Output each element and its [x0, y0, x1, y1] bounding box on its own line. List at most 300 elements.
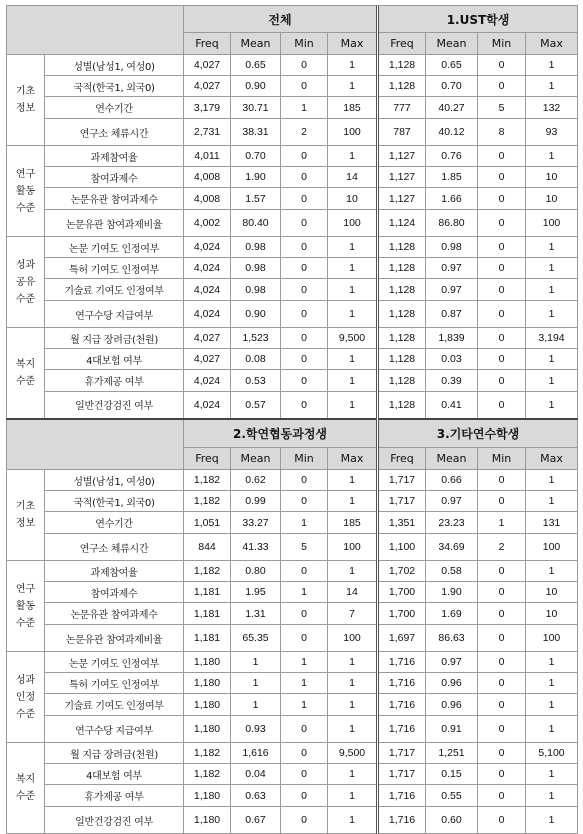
table-row	[7, 392, 578, 419]
value-cell: 1,182	[184, 491, 231, 512]
value-cell: 0	[478, 716, 526, 743]
value-cell: 1,100	[378, 534, 426, 561]
value-cell: 0	[478, 470, 526, 491]
value-cell: 1	[231, 673, 281, 694]
value-cell: 0	[478, 673, 526, 694]
table-row	[7, 470, 578, 491]
value-cell: 65.35	[231, 625, 281, 652]
value-cell: 1	[478, 512, 526, 534]
category-label: 복지 수준	[7, 743, 45, 834]
value-cell: 1	[526, 279, 578, 301]
value-cell: 1.31	[231, 603, 281, 625]
value-cell: 10	[328, 188, 378, 210]
value-cell: 1,128	[378, 258, 426, 279]
value-cell: 1,839	[426, 328, 478, 349]
value-cell: 1	[281, 512, 328, 534]
value-cell: 14	[328, 167, 378, 188]
value-cell: 0.60	[426, 807, 478, 834]
row-label: 연수기간	[45, 512, 184, 534]
value-cell: 100	[328, 119, 378, 146]
value-cell: 1	[526, 258, 578, 279]
value-cell: 1	[328, 349, 378, 370]
value-cell: 1	[281, 97, 328, 119]
value-cell: 1,716	[378, 785, 426, 807]
value-cell: 0	[478, 237, 526, 258]
table-row	[7, 279, 578, 301]
row-label: 특허 기여도 인정여부	[45, 673, 184, 694]
table-row	[7, 694, 578, 716]
value-cell: 1,182	[184, 470, 231, 491]
value-cell: 4,008	[184, 188, 231, 210]
value-cell: 0	[478, 625, 526, 652]
value-cell: 185	[328, 97, 378, 119]
value-cell: 0.98	[231, 258, 281, 279]
value-cell: 0.87	[426, 301, 478, 328]
value-cell: 0.99	[231, 491, 281, 512]
value-cell: 0.90	[231, 76, 281, 97]
table-row	[7, 582, 578, 603]
value-cell: 1	[526, 55, 578, 76]
value-cell: 1	[526, 470, 578, 491]
column-header: Mean	[231, 33, 281, 55]
value-cell: 86.63	[426, 625, 478, 652]
row-label: 휴가제공 여부	[45, 370, 184, 392]
value-cell: 1	[328, 694, 378, 716]
value-cell: 1	[526, 76, 578, 97]
value-cell: 1,181	[184, 582, 231, 603]
value-cell: 0	[478, 491, 526, 512]
column-header: Mean	[231, 448, 281, 470]
column-header: Mean	[426, 33, 478, 55]
value-cell: 1	[328, 279, 378, 301]
value-cell: 100	[328, 625, 378, 652]
value-cell: 1	[328, 146, 378, 167]
value-cell: 0	[281, 764, 328, 785]
row-label: 논문유관 참여과제비율	[45, 210, 184, 237]
value-cell: 0	[478, 188, 526, 210]
table-row	[7, 491, 578, 512]
value-cell: 0	[478, 785, 526, 807]
value-cell: 844	[184, 534, 231, 561]
value-cell: 1,128	[378, 279, 426, 301]
table-row	[7, 673, 578, 694]
value-cell: 0.65	[426, 55, 478, 76]
value-cell: 0.90	[231, 301, 281, 328]
value-cell: 1,251	[426, 743, 478, 764]
value-cell: 0.91	[426, 716, 478, 743]
value-cell: 1	[526, 301, 578, 328]
value-cell: 1.69	[426, 603, 478, 625]
column-header: Min	[478, 448, 526, 470]
value-cell: 40.12	[426, 119, 478, 146]
category-label: 복지 수준	[7, 328, 45, 419]
value-cell: 1	[526, 764, 578, 785]
value-cell: 1,128	[378, 301, 426, 328]
value-cell: 0.55	[426, 785, 478, 807]
table-row	[7, 210, 578, 237]
value-cell: 787	[378, 119, 426, 146]
row-label: 연구소 체류시간	[45, 119, 184, 146]
value-cell: 0	[281, 328, 328, 349]
table-row	[7, 370, 578, 392]
column-header: Mean	[426, 448, 478, 470]
group-header: 전체	[184, 6, 378, 33]
value-cell: 0	[281, 279, 328, 301]
value-cell: 1	[231, 694, 281, 716]
column-header: Max	[526, 33, 578, 55]
row-label: 4대보험 여부	[45, 764, 184, 785]
value-cell: 0.70	[426, 76, 478, 97]
value-cell: 1	[328, 673, 378, 694]
table-row	[7, 716, 578, 743]
row-label: 성별(남성1, 여성0)	[45, 470, 184, 491]
value-cell: 100	[526, 534, 578, 561]
value-cell: 1,181	[184, 625, 231, 652]
table-row	[7, 237, 578, 258]
row-label: 논문유관 참여과제비율	[45, 625, 184, 652]
value-cell: 1	[526, 349, 578, 370]
value-cell: 1,180	[184, 716, 231, 743]
table-row	[7, 97, 578, 119]
value-cell: 1	[526, 491, 578, 512]
row-label: 참여과제수	[45, 582, 184, 603]
value-cell: 4,027	[184, 349, 231, 370]
value-cell: 1,182	[184, 764, 231, 785]
value-cell: 0	[281, 716, 328, 743]
column-header: Max	[328, 33, 378, 55]
value-cell: 0	[478, 582, 526, 603]
table-row	[7, 76, 578, 97]
value-cell: 4,024	[184, 279, 231, 301]
value-cell: 0	[281, 76, 328, 97]
table-row	[7, 146, 578, 167]
category-label: 연구 활동 수준	[7, 561, 45, 652]
value-cell: 1	[526, 370, 578, 392]
value-cell: 34.69	[426, 534, 478, 561]
row-label: 참여과제수	[45, 167, 184, 188]
value-cell: 3,179	[184, 97, 231, 119]
group-header: 2.학연협동과정생	[184, 419, 378, 448]
value-cell: 0	[478, 279, 526, 301]
row-label: 일반건강검진 여부	[45, 392, 184, 419]
value-cell: 0.97	[426, 491, 478, 512]
value-cell: 1,128	[378, 349, 426, 370]
value-cell: 0	[478, 652, 526, 673]
value-cell: 0	[281, 146, 328, 167]
value-cell: 0.70	[231, 146, 281, 167]
value-cell: 0.57	[231, 392, 281, 419]
row-label: 성별(남성1, 여성0)	[45, 55, 184, 76]
value-cell: 0.80	[231, 561, 281, 582]
table-row	[7, 625, 578, 652]
value-cell: 1.95	[231, 582, 281, 603]
value-cell: 4,024	[184, 301, 231, 328]
value-cell: 0	[281, 188, 328, 210]
value-cell: 40.27	[426, 97, 478, 119]
value-cell: 80.40	[231, 210, 281, 237]
value-cell: 1,128	[378, 392, 426, 419]
table-row	[7, 119, 578, 146]
value-cell: 1	[328, 807, 378, 834]
value-cell: 1,181	[184, 603, 231, 625]
row-label: 과제참여율	[45, 146, 184, 167]
value-cell: 0	[281, 785, 328, 807]
row-label: 기술료 기여도 인정여부	[45, 279, 184, 301]
row-label: 특허 기여도 인정여부	[45, 258, 184, 279]
value-cell: 23.23	[426, 512, 478, 534]
row-label: 월 지급 장려금(천원)	[45, 743, 184, 764]
table-row	[7, 652, 578, 673]
group-header-row	[7, 419, 578, 448]
value-cell: 1,180	[184, 673, 231, 694]
column-header: Freq	[378, 448, 426, 470]
value-cell: 86.80	[426, 210, 478, 237]
value-cell: 1.66	[426, 188, 478, 210]
value-cell: 1,717	[378, 491, 426, 512]
value-cell: 0	[478, 167, 526, 188]
table-row	[7, 512, 578, 534]
value-cell: 0.97	[426, 258, 478, 279]
value-cell: 1,182	[184, 561, 231, 582]
value-cell: 0	[281, 349, 328, 370]
value-cell: 1,127	[378, 146, 426, 167]
value-cell: 0.96	[426, 673, 478, 694]
row-label: 논문유관 참여과제수	[45, 188, 184, 210]
value-cell: 0.04	[231, 764, 281, 785]
value-cell: 1.57	[231, 188, 281, 210]
value-cell: 1	[281, 652, 328, 673]
statistics-table	[6, 5, 578, 834]
value-cell: 1	[526, 392, 578, 419]
value-cell: 1	[328, 785, 378, 807]
value-cell: 1	[526, 237, 578, 258]
value-cell: 1	[328, 55, 378, 76]
value-cell: 1,128	[378, 328, 426, 349]
value-cell: 0.67	[231, 807, 281, 834]
value-cell: 1	[328, 258, 378, 279]
group-header: 3.기타연수학생	[378, 419, 578, 448]
value-cell: 14	[328, 582, 378, 603]
value-cell: 0	[478, 694, 526, 716]
value-cell: 10	[526, 167, 578, 188]
value-cell: 1,128	[378, 370, 426, 392]
table-row	[7, 301, 578, 328]
value-cell: 0.08	[231, 349, 281, 370]
value-cell: 5	[281, 534, 328, 561]
value-cell: 0	[281, 807, 328, 834]
value-cell: 0	[281, 210, 328, 237]
value-cell: 0.62	[231, 470, 281, 491]
row-label: 연구소 체류시간	[45, 534, 184, 561]
value-cell: 4,027	[184, 55, 231, 76]
value-cell: 1,180	[184, 785, 231, 807]
value-cell: 0	[281, 470, 328, 491]
value-cell: 1	[281, 694, 328, 716]
value-cell: 0.58	[426, 561, 478, 582]
value-cell: 1,717	[378, 743, 426, 764]
value-cell: 3,194	[526, 328, 578, 349]
table-row	[7, 561, 578, 582]
row-label: 휴가제공 여부	[45, 785, 184, 807]
value-cell: 100	[328, 534, 378, 561]
value-cell: 0	[281, 392, 328, 419]
value-cell: 1	[328, 764, 378, 785]
value-cell: 0	[478, 328, 526, 349]
value-cell: 4,024	[184, 258, 231, 279]
value-cell: 4,027	[184, 328, 231, 349]
value-cell: 1	[526, 807, 578, 834]
value-cell: 1	[328, 237, 378, 258]
row-label: 월 지급 장려금(천원)	[45, 328, 184, 349]
value-cell: 1,523	[231, 328, 281, 349]
value-cell: 1	[526, 694, 578, 716]
table-row	[7, 328, 578, 349]
value-cell: 1.90	[231, 167, 281, 188]
value-cell: 1,716	[378, 694, 426, 716]
value-cell: 1	[328, 76, 378, 97]
value-cell: 0.97	[426, 652, 478, 673]
value-cell: 1	[526, 561, 578, 582]
value-cell: 1,127	[378, 188, 426, 210]
value-cell: 2	[478, 534, 526, 561]
value-cell: 0	[281, 561, 328, 582]
row-label: 논문유관 참여과제수	[45, 603, 184, 625]
value-cell: 0.65	[231, 55, 281, 76]
table-row	[7, 743, 578, 764]
value-cell: 1	[328, 370, 378, 392]
value-cell: 185	[328, 512, 378, 534]
value-cell: 0	[478, 764, 526, 785]
value-cell: 41.33	[231, 534, 281, 561]
value-cell: 1	[328, 470, 378, 491]
value-cell: 0	[478, 561, 526, 582]
value-cell: 1	[526, 785, 578, 807]
category-label: 성과 인정 수준	[7, 652, 45, 743]
value-cell: 0	[478, 743, 526, 764]
value-cell: 0.15	[426, 764, 478, 785]
table-row	[7, 55, 578, 76]
value-cell: 0	[281, 603, 328, 625]
value-cell: 1,700	[378, 603, 426, 625]
value-cell: 2,731	[184, 119, 231, 146]
value-cell: 1	[281, 582, 328, 603]
corner-cell	[7, 419, 184, 470]
value-cell: 0	[478, 301, 526, 328]
value-cell: 0.98	[231, 237, 281, 258]
value-cell: 1,180	[184, 807, 231, 834]
row-label: 일반건강검진 여부	[45, 807, 184, 834]
value-cell: 1,127	[378, 167, 426, 188]
value-cell: 0.98	[231, 279, 281, 301]
value-cell: 1,182	[184, 743, 231, 764]
value-cell: 0	[281, 301, 328, 328]
value-cell: 131	[526, 512, 578, 534]
column-header: Min	[478, 33, 526, 55]
value-cell: 0.98	[426, 237, 478, 258]
value-cell: 0	[478, 370, 526, 392]
value-cell: 4,024	[184, 237, 231, 258]
value-cell: 1	[328, 301, 378, 328]
row-label: 기술료 기여도 인정여부	[45, 694, 184, 716]
table-row	[7, 785, 578, 807]
value-cell: 8	[478, 119, 526, 146]
value-cell: 0	[281, 370, 328, 392]
value-cell: 1,124	[378, 210, 426, 237]
value-cell: 93	[526, 119, 578, 146]
value-cell: 30.71	[231, 97, 281, 119]
value-cell: 9,500	[328, 328, 378, 349]
value-cell: 1	[281, 673, 328, 694]
value-cell: 10	[526, 603, 578, 625]
value-cell: 0.03	[426, 349, 478, 370]
value-cell: 5	[478, 97, 526, 119]
value-cell: 1,716	[378, 652, 426, 673]
value-cell: 0	[478, 55, 526, 76]
corner-cell	[7, 6, 184, 55]
value-cell: 1,128	[378, 237, 426, 258]
row-label: 4대보험 여부	[45, 349, 184, 370]
row-label: 논문 기여도 인정여부	[45, 237, 184, 258]
category-label: 기초 정보	[7, 470, 45, 561]
category-label: 기초 정보	[7, 55, 45, 146]
value-cell: 0.97	[426, 279, 478, 301]
value-cell: 0	[478, 210, 526, 237]
value-cell: 1	[328, 652, 378, 673]
table-row	[7, 349, 578, 370]
group-header-row	[7, 6, 578, 33]
value-cell: 100	[526, 210, 578, 237]
value-cell: 1	[526, 146, 578, 167]
table-row	[7, 764, 578, 785]
row-label: 연수기간	[45, 97, 184, 119]
value-cell: 7	[328, 603, 378, 625]
value-cell: 0	[478, 603, 526, 625]
value-cell: 0.63	[231, 785, 281, 807]
value-cell: 1	[328, 491, 378, 512]
value-cell: 0	[281, 743, 328, 764]
value-cell: 38.31	[231, 119, 281, 146]
column-header: Max	[328, 448, 378, 470]
column-header: Max	[526, 448, 578, 470]
value-cell: 0	[478, 76, 526, 97]
value-cell: 2	[281, 119, 328, 146]
value-cell: 1,051	[184, 512, 231, 534]
value-cell: 0	[281, 237, 328, 258]
row-label: 연구수당 지급여부	[45, 301, 184, 328]
value-cell: 0.39	[426, 370, 478, 392]
value-cell: 1	[526, 673, 578, 694]
value-cell: 9,500	[328, 743, 378, 764]
table-row	[7, 188, 578, 210]
value-cell: 1,180	[184, 694, 231, 716]
value-cell: 4,011	[184, 146, 231, 167]
value-cell: 0.41	[426, 392, 478, 419]
value-cell: 4,002	[184, 210, 231, 237]
table-row	[7, 258, 578, 279]
value-cell: 1,180	[184, 652, 231, 673]
value-cell: 4,024	[184, 392, 231, 419]
value-cell: 0.96	[426, 694, 478, 716]
value-cell: 10	[526, 188, 578, 210]
value-cell: 0.66	[426, 470, 478, 491]
value-cell: 1.85	[426, 167, 478, 188]
category-label: 연구 활동 수준	[7, 146, 45, 237]
value-cell: 1,716	[378, 673, 426, 694]
value-cell: 4,024	[184, 370, 231, 392]
value-cell: 10	[526, 582, 578, 603]
value-cell: 0	[478, 146, 526, 167]
category-label: 성과 공유 수준	[7, 237, 45, 328]
